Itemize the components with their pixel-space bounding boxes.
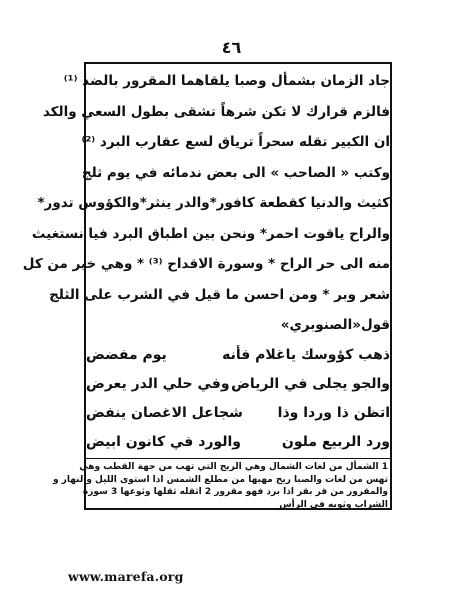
verse-line bbox=[86, 341, 390, 370]
page-number: ٤٦ bbox=[221, 38, 242, 57]
verse-first-hemistich: والجو يجلى في الرياض bbox=[231, 375, 390, 392]
footnote-line: والمقرور من قر بقر اذا برد فهو مقرور 2 اثقله ثقلها وثوعها 3 سورة bbox=[82, 487, 388, 497]
verse-line bbox=[86, 399, 390, 428]
footnote-line: 1 الشمأل من لغات الشمال وهي الريح التي تهب من جهة القطب وهي bbox=[79, 462, 388, 472]
text-line: كثيث والدنيا كقطعة كافور*والدر ينثر*والكؤوس تدور* bbox=[37, 195, 390, 211]
verse-first-hemistich: ورد الربيع ملون bbox=[281, 433, 390, 450]
text-line: قول«الصنوبري» bbox=[280, 317, 390, 333]
website-link[interactable]: www.marefa.org bbox=[68, 569, 184, 584]
footnotes bbox=[52, 461, 388, 511]
text-line: جاد الزمان بشمأل وصبا يلقاهما المقرور بالضد ⁽¹⁾ bbox=[63, 73, 390, 89]
verse-line bbox=[86, 370, 390, 399]
text-line: منه الى حر الراح * وسورة الاقداح ⁽³⁾ * وهي خير من كل bbox=[22, 256, 390, 272]
verse-first-hemistich: اتظن ذا وردا وذا bbox=[277, 404, 390, 421]
text-line: شعر وبر * ومن احسن ما قيل في الشرب على الثلج bbox=[49, 286, 390, 303]
text-line: فالزم قرارك لا تكن شرهاً تشقى بطول السعي والكد bbox=[42, 103, 390, 120]
verse-first-hemistich: ذهب كؤوسك ياغلام فأنه bbox=[222, 346, 390, 363]
footnote-line: الشراب وثوبه في الرأس bbox=[279, 499, 388, 510]
footnote-line: تهس من لغات والصبا ريح مهبها من مطلع الشمس اذا استوى الليل والنهار و bbox=[52, 474, 388, 485]
verse-line bbox=[86, 428, 390, 457]
verse-second-hemistich: يوم مفضض bbox=[86, 346, 167, 363]
verse-second-hemistich: وفي حلي الدر يعرض bbox=[86, 375, 230, 392]
text-line: والراح ياقوت احمر* ونحن بين اطباق البرد فيا نستغيث bbox=[31, 225, 390, 242]
verse-second-hemistich: والورد في كانون ابيض bbox=[86, 433, 241, 450]
main-text bbox=[22, 66, 390, 457]
text-line: ان الكبير تقله سحراً ترياق لسع عقارب البرد ⁽²⁾ bbox=[81, 134, 390, 150]
text-line: وكتب « الصاحب » الى بعض ندمائه في يوم ثلج bbox=[81, 164, 390, 181]
footnote-divider bbox=[86, 458, 390, 459]
verse-second-hemistich: شجاعل الاغصان ينفض bbox=[86, 404, 243, 421]
